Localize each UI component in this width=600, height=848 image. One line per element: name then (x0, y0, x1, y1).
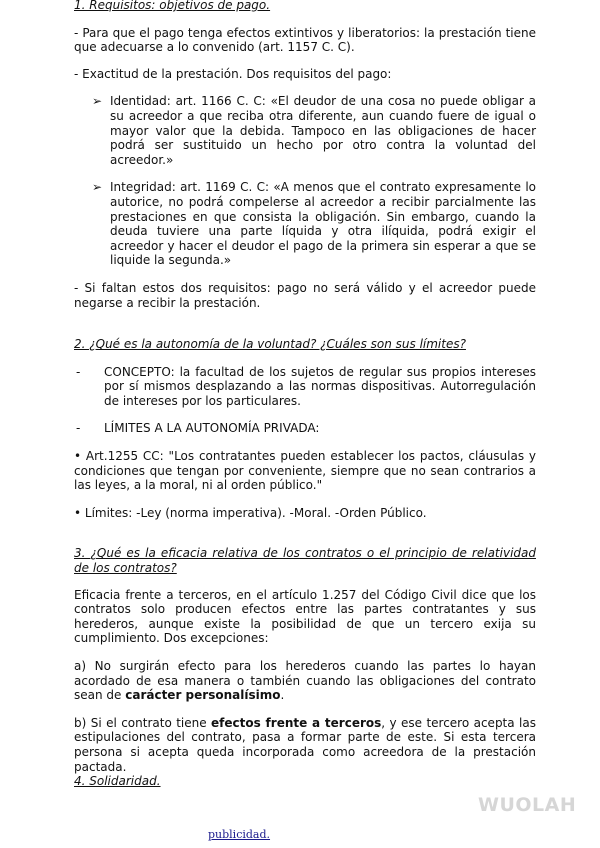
paragraph: - Exactitud de la prestación. Dos requisitos del pago: (74, 66, 392, 81)
paragraph: - Si faltan estos dos requisitos: pago no será válido y el acreedor puede negarse a recibir la prestación. (74, 280, 536, 310)
bold-text: carácter personalísimo (125, 688, 281, 703)
list-item (74, 94, 536, 167)
paragraph: • Límites: -Ley (norma imperativa). -Moral. -Orden Público. (74, 505, 427, 520)
list-item (74, 180, 536, 268)
paragraph: Eficacia frente a terceros, en el artículo 1.257 del Código Civil dice que los contratos solo producen efectos entre las partes contratantes y sus herederos, aunque existe la posibilidad de que un tercero exija su cumplimiento. Dos excepciones: (74, 587, 536, 646)
bullet-text-identidad: Identidad: art. 1166 C. C: «El deudor de una cosa no puede obligar a su acreedor a que reciba otra diferente, aun cuando fuere de igual o mayor valor que la debida. Tampoco en las obligaciones de hacer podrá ser sustituido un hecho por otro contra la voluntad del acreedor.» (110, 94, 536, 167)
dash-bullet: - (76, 421, 81, 436)
bold-text: efectos frente a terceros (211, 715, 382, 730)
paragraph: b) Si el contrato tiene efectos frente a terceros, y ese tercero acepta las estipulaciones del contrato, pasa a formar parte de este. Si esta tercera persona si acepta queda incorporada como acreedora de la prestación pactada. (74, 715, 536, 774)
paragraph: • Art.1255 CC: "Los contratantes pueden establecer los pactos, cláusulas y condiciones que tengan por conveniente, siempre que no sean contrarios a las leyes, a la moral, ni al orden público." (74, 449, 536, 493)
document-page (74, 0, 536, 789)
paragraph: - Para que el pago tenga efectos extintivos y liberatorios: la prestación tiene que adecuarse a lo convenido (art. 1157 C. C). (74, 25, 536, 55)
section-4-heading: 4. Solidaridad. (74, 774, 161, 789)
concepto-text: CONCEPTO: la facultad de los sujetos de regular sus propios intereses por sí mismos desplazando a las normas dispositivas. Autorregulación de intereses por los particulares. (104, 364, 536, 408)
bullet-text-integridad: Integridad: art. 1169 C. C: «A menos que el contrato expresamente lo autorice, no podrá compelerse al acreedor a recibir parcialmente las prestaciones en que consista la obligación. Sin embargo, cuando la deuda tuviere una parte líquida y otra ilíquida, podrá exigir el acreedor y hacer el deudor el pago de la primera sin esperar a que se liquide la segunda.» (110, 180, 536, 268)
section-1-heading: 1. Requisitos: objetivos de pago. (74, 0, 271, 12)
wuolah-watermark: WUOLAH (478, 794, 577, 816)
paragraph: a) No surgirán efecto para los herederos cuando las partes lo hayan acordado de esa manera o también cuando las obligaciones del contrato sean de carácter personalísimo. (74, 659, 536, 703)
section-3-heading: 3. ¿Qué es la eficacia relativa de los contratos o el principio de relatividad de los contratos? (74, 546, 536, 576)
arrow-bullet-icon: ➢ (92, 180, 103, 195)
limites-title: LÍMITES A LA AUTONOMÍA PRIVADA: (104, 421, 320, 436)
list-item (74, 365, 536, 409)
publicidad-link[interactable]: publicidad. (208, 828, 271, 841)
list-item (74, 421, 536, 436)
dash-bullet: - (76, 364, 81, 379)
arrow-bullet-icon: ➢ (92, 94, 103, 109)
section-2-heading: 2. ¿Qué es la autonomía de la voluntad? ¿Cuáles son sus límites? (74, 337, 466, 352)
